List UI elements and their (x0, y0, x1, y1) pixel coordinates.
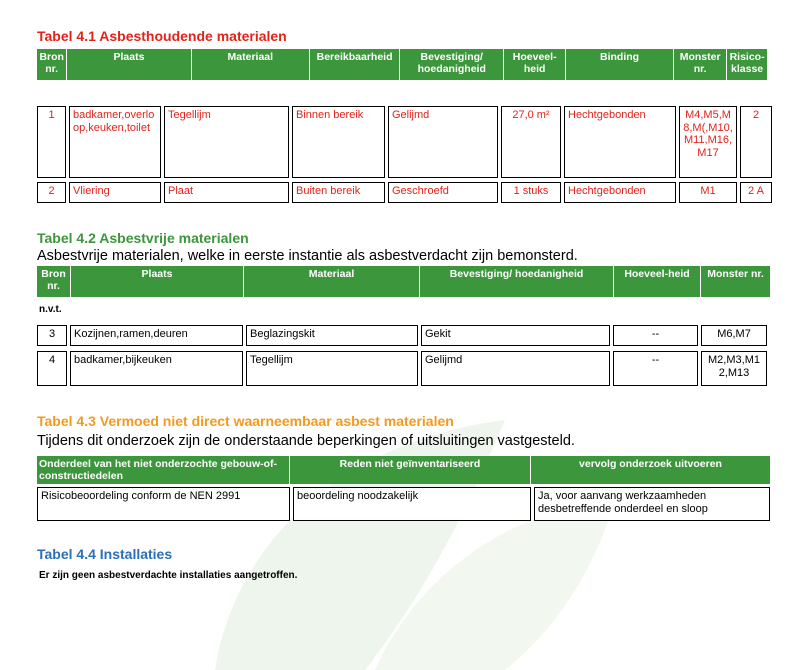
t1r2-materiaal: Plaat (164, 182, 289, 203)
table3-title: Tabel 4.3 Vermoed niet direct waarneembaar asbest materialen (37, 413, 454, 429)
t1r2-hoeveelheid: 1 stuks (501, 182, 561, 203)
t1r1-bevestiging: Gelijmd (388, 106, 498, 178)
table3-row-1 (37, 487, 770, 521)
t1r2-binding: Hechtgebonden (564, 182, 676, 203)
table3-header (37, 456, 770, 484)
t2r2-monster: M2,M3,M12,M13 (701, 351, 767, 386)
t3-header-reden: Reden niet geïnventariseerd (290, 456, 531, 484)
t2-header-materiaal: Materiaal (244, 266, 420, 297)
table2-row-2 (37, 351, 767, 386)
t1r1-plaats: badkamer,overloop,keuken,toilet (69, 106, 161, 178)
t3-header-onderdeel: Onderdeel van het niet onderzochte gebouw-of-constructiedelen (37, 456, 290, 484)
table4-title: Tabel 4.4 Installaties (37, 546, 173, 562)
table2-row-1 (37, 325, 767, 346)
t1r1-bereik: Binnen bereik (292, 106, 385, 178)
t2r1-hoeveelheid: -- (613, 325, 698, 346)
t2r1-bron: 3 (37, 325, 67, 346)
t1r2-bereik: Buiten bereik (292, 182, 385, 203)
t1-header-bereikbaarheid: Bereikbaarheid (310, 49, 400, 80)
table1-row-1 (37, 106, 772, 178)
t2r2-bron: 4 (37, 351, 67, 386)
table1-row-2 (37, 182, 772, 203)
t1-header-monster: Monster nr. (674, 49, 727, 80)
table2-header (37, 266, 770, 297)
t3-header-vervolg: vervolg onderzoek uitvoeren (579, 458, 722, 470)
t1r2-bron: 2 (37, 182, 66, 203)
t1r1-binding: Hechtgebonden (564, 106, 676, 178)
t2r2-plaats: badkamer,bijkeuken (70, 351, 243, 386)
t2-header-bevestiging: Bevestiging/ hoedanigheid (420, 266, 614, 297)
table2-title: Tabel 4.2 Asbestvrije materialen (37, 230, 249, 246)
t2r2-bevestiging: Gelijmd (421, 351, 610, 386)
t1-header-plaats: Plaats (67, 49, 191, 80)
table1-title: Tabel 4.1 Asbesthoudende materialen (37, 28, 287, 44)
t1-header-binding: Binding (566, 49, 674, 80)
t3r1-vervolg: Ja, voor aanvang werkzaamheden desbetreffende onderdeel en sloop (534, 487, 770, 521)
t1-header-risicoklasse: Risico-klasse (729, 51, 765, 75)
t1r1-monster: M4,M5,M8,M(,M10,M11,M16,M17 (679, 106, 737, 178)
t3r1-reden: beoordeling noodzakelijk (293, 487, 531, 521)
t2-header-hoeveelheid: Hoeveel-heid (614, 266, 701, 297)
t1r2-bevestiging: Geschroefd (388, 182, 498, 203)
t2r1-plaats: Kozijnen,ramen,deuren (70, 325, 243, 346)
t1r2-monster: M1 (679, 182, 737, 203)
t1-header-bron: Bron nr. (37, 49, 67, 80)
t2r1-materiaal: Beglazingskit (246, 325, 418, 346)
t3r1-onderdeel: Risicobeoordeling conform de NEN 2991 (37, 487, 290, 521)
t1-header-hoeveelheid: Hoeveel-heid (504, 49, 566, 80)
t1r1-risico: 2 (740, 106, 772, 178)
t1-header-materiaal: Materiaal (192, 49, 310, 80)
t1r1-hoeveelheid: 27,0 m² (501, 106, 561, 178)
t1r2-risico: 2 A (740, 182, 772, 203)
t1r1-bron: 1 (37, 106, 66, 178)
t1r1-materiaal: Tegellijm (164, 106, 289, 178)
table4-note: Er zijn geen asbestverdachte installaties aangetroffen. (39, 570, 298, 581)
table2-subtitle: Asbestvrije materialen, welke in eerste instantie als asbestverdacht zijn bemonsterd. (37, 248, 578, 264)
t1-header-bevestiging: Bevestiging/ hoedanigheid (400, 49, 504, 80)
table2-nvt: n.v.t. (39, 304, 62, 315)
t2r1-monster: M6,M7 (701, 325, 767, 346)
table3-subtitle: Tijdens dit onderzoek zijn de onderstaande beperkingen of uitsluitingen vastgesteld. (37, 433, 575, 449)
t1r2-plaats: Vliering (69, 182, 161, 203)
table1-header (37, 49, 767, 80)
t2r2-hoeveelheid: -- (613, 351, 698, 386)
t2-header-plaats: Plaats (71, 266, 244, 297)
t2-header-bron: Bron nr. (37, 266, 71, 297)
t2r1-bevestiging: Gekit (421, 325, 610, 346)
t2-header-monster: Monster nr. (707, 268, 764, 280)
t2r2-materiaal: Tegellijm (246, 351, 418, 386)
